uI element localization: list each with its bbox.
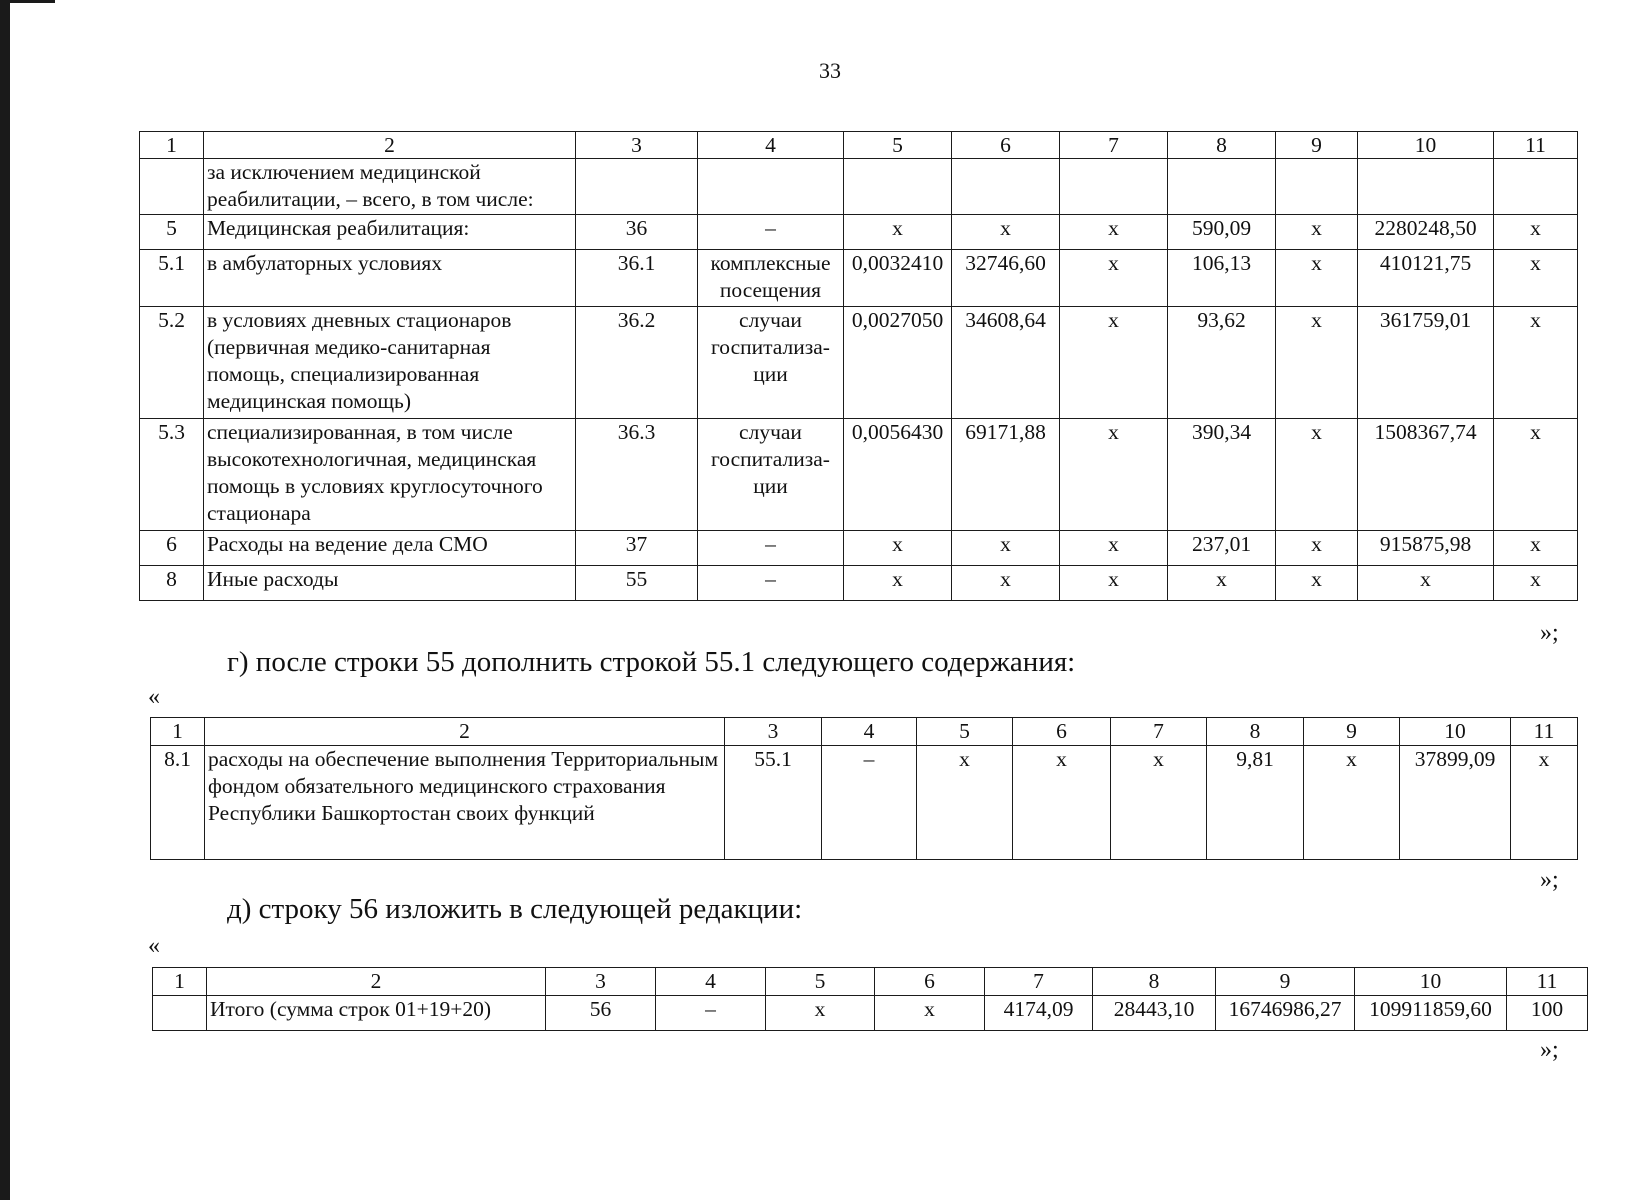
value-cell: х <box>1304 746 1400 860</box>
value-cell: х <box>917 746 1013 860</box>
value-cell <box>952 159 1060 215</box>
value-cell: х <box>1168 566 1276 601</box>
unit-cell: – <box>698 215 844 250</box>
value-cell: х <box>1060 215 1168 250</box>
value-cell: х <box>1494 531 1578 566</box>
column-number: 5 <box>917 718 1013 746</box>
column-number: 10 <box>1400 718 1511 746</box>
column-number: 2 <box>207 968 546 996</box>
insert-row-table <box>150 717 1578 860</box>
opening-quote: « <box>148 684 160 710</box>
row-name-cell: расходы на обеспечение выполнения Территориальным фондом обязательного медицинского страхования Республики Башкортостан своих функций <box>205 746 725 860</box>
unit-cell: – <box>698 531 844 566</box>
table-row <box>140 419 1578 531</box>
column-number: 11 <box>1494 132 1578 159</box>
table-row <box>140 250 1578 307</box>
value-cell: 37899,09 <box>1400 746 1511 860</box>
value-cell: х <box>1494 250 1578 307</box>
table-header-row <box>140 132 1578 159</box>
value-cell: х <box>952 531 1060 566</box>
column-number: 10 <box>1358 132 1494 159</box>
row-number-cell: 8.1 <box>151 746 205 860</box>
column-number: 9 <box>1216 968 1355 996</box>
value-cell: 0,0032410 <box>844 250 952 307</box>
instruction-g: г) после строки 55 дополнить строкой 55.1 следующего содержания: <box>227 646 1076 678</box>
total-row-table <box>152 967 1588 1031</box>
value-cell: 100 <box>1507 996 1588 1031</box>
column-number: 6 <box>875 968 985 996</box>
value-cell: х <box>844 566 952 601</box>
line-number-cell: 36.3 <box>576 419 698 531</box>
column-number: 1 <box>140 132 204 159</box>
value-cell: х <box>952 566 1060 601</box>
row-name-cell: Иные расходы <box>204 566 576 601</box>
column-number: 11 <box>1511 718 1578 746</box>
column-number: 3 <box>546 968 656 996</box>
value-cell: х <box>1060 250 1168 307</box>
value-cell: х <box>1358 566 1494 601</box>
column-number: 5 <box>844 132 952 159</box>
column-number: 7 <box>1111 718 1207 746</box>
closing-quote: »; <box>1540 1037 1559 1063</box>
table-row <box>151 746 1578 860</box>
column-number: 7 <box>985 968 1093 996</box>
row-name-cell: Расходы на ведение дела СМО <box>204 531 576 566</box>
main-table <box>139 131 1578 601</box>
column-number: 4 <box>656 968 766 996</box>
opening-quote: « <box>148 933 160 959</box>
value-cell: 34608,64 <box>952 307 1060 419</box>
row-number-cell: 8 <box>140 566 204 601</box>
line-number-cell: 36.2 <box>576 307 698 419</box>
line-number-cell: 37 <box>576 531 698 566</box>
value-cell: 28443,10 <box>1093 996 1216 1031</box>
value-cell: 2280248,50 <box>1358 215 1494 250</box>
scan-edge-shadow <box>0 0 10 1200</box>
value-cell: 9,81 <box>1207 746 1304 860</box>
value-cell: х <box>1494 419 1578 531</box>
table-row <box>140 566 1578 601</box>
row-number-cell: 6 <box>140 531 204 566</box>
column-number: 1 <box>151 718 205 746</box>
value-cell: х <box>1276 566 1358 601</box>
row-name-cell: специализированная, в том числе высокотехнологичная, медицинская помощь в условиях круглосуточного стационара <box>204 419 576 531</box>
value-cell: х <box>875 996 985 1031</box>
table-row <box>140 215 1578 250</box>
unit-cell: комплексные посещения <box>698 250 844 307</box>
value-cell: х <box>1276 419 1358 531</box>
value-cell: 109911859,60 <box>1355 996 1507 1031</box>
row-number-cell: 5.1 <box>140 250 204 307</box>
column-number: 4 <box>698 132 844 159</box>
value-cell: х <box>1494 307 1578 419</box>
unit-cell: случаи госпитализа- ции <box>698 307 844 419</box>
value-cell: х <box>1060 531 1168 566</box>
line-number-cell: 36 <box>576 215 698 250</box>
line-number-cell: 56 <box>546 996 656 1031</box>
column-number: 4 <box>822 718 917 746</box>
page-number: 33 <box>819 58 841 83</box>
column-number: 8 <box>1207 718 1304 746</box>
table-row <box>140 531 1578 566</box>
column-number: 10 <box>1355 968 1507 996</box>
value-cell: 390,34 <box>1168 419 1276 531</box>
column-number: 5 <box>766 968 875 996</box>
column-number: 3 <box>576 132 698 159</box>
value-cell: 69171,88 <box>952 419 1060 531</box>
value-cell: х <box>1276 307 1358 419</box>
value-cell <box>844 159 952 215</box>
line-number-cell <box>576 159 698 215</box>
row-name-cell: за исключением медицинской реабилитации, – всего, в том числе: <box>204 159 576 215</box>
value-cell: 106,13 <box>1168 250 1276 307</box>
value-cell <box>1358 159 1494 215</box>
row-number-cell: 5.2 <box>140 307 204 419</box>
closing-quote: »; <box>1540 620 1559 646</box>
value-cell <box>1060 159 1168 215</box>
column-number: 2 <box>204 132 576 159</box>
row-number-cell: 5 <box>140 215 204 250</box>
value-cell: 1508367,74 <box>1358 419 1494 531</box>
column-number: 2 <box>205 718 725 746</box>
value-cell: х <box>844 215 952 250</box>
value-cell: 4174,09 <box>985 996 1093 1031</box>
value-cell: х <box>766 996 875 1031</box>
value-cell <box>1494 159 1578 215</box>
value-cell: х <box>844 531 952 566</box>
value-cell: х <box>1511 746 1578 860</box>
table-row <box>140 307 1578 419</box>
instruction-d: д) строку 56 изложить в следующей редакции: <box>227 893 803 925</box>
column-number: 1 <box>153 968 207 996</box>
value-cell: х <box>1111 746 1207 860</box>
row-number-cell: 5.3 <box>140 419 204 531</box>
column-number: 6 <box>1013 718 1111 746</box>
value-cell: х <box>952 215 1060 250</box>
line-number-cell: 55.1 <box>725 746 822 860</box>
scan-edge-mark <box>0 0 55 3</box>
value-cell: х <box>1276 250 1358 307</box>
value-cell: х <box>1494 215 1578 250</box>
line-number-cell: 55 <box>576 566 698 601</box>
value-cell: 16746986,27 <box>1216 996 1355 1031</box>
value-cell: х <box>1060 419 1168 531</box>
value-cell: х <box>1013 746 1111 860</box>
value-cell: х <box>1060 307 1168 419</box>
value-cell <box>1168 159 1276 215</box>
value-cell: 0,0056430 <box>844 419 952 531</box>
row-name-cell: в условиях дневных стационаров (первичная медико-санитарная помощь, специализированная медицинская помощь) <box>204 307 576 419</box>
line-number-cell: 36.1 <box>576 250 698 307</box>
value-cell: 93,62 <box>1168 307 1276 419</box>
row-name-cell: в амбулаторных условиях <box>204 250 576 307</box>
column-number: 6 <box>952 132 1060 159</box>
unit-cell <box>698 159 844 215</box>
column-number: 9 <box>1276 132 1358 159</box>
column-number: 7 <box>1060 132 1168 159</box>
row-name-cell: Итого (сумма строк 01+19+20) <box>207 996 546 1031</box>
column-number: 3 <box>725 718 822 746</box>
table-header-row <box>153 968 1588 996</box>
column-number: 8 <box>1168 132 1276 159</box>
value-cell: х <box>1060 566 1168 601</box>
unit-cell: – <box>822 746 917 860</box>
value-cell: 32746,60 <box>952 250 1060 307</box>
value-cell: 361759,01 <box>1358 307 1494 419</box>
value-cell: х <box>1276 215 1358 250</box>
value-cell <box>1276 159 1358 215</box>
unit-cell: – <box>698 566 844 601</box>
value-cell: 0,0027050 <box>844 307 952 419</box>
column-number: 9 <box>1304 718 1400 746</box>
value-cell: х <box>1276 531 1358 566</box>
column-number: 11 <box>1507 968 1588 996</box>
value-cell: 915875,98 <box>1358 531 1494 566</box>
column-number: 8 <box>1093 968 1216 996</box>
unit-cell: случаи госпитализа- ции <box>698 419 844 531</box>
row-number-cell <box>140 159 204 215</box>
value-cell: 410121,75 <box>1358 250 1494 307</box>
value-cell: 237,01 <box>1168 531 1276 566</box>
row-name-cell: Медицинская реабилитация: <box>204 215 576 250</box>
table-row <box>153 996 1588 1031</box>
value-cell: 590,09 <box>1168 215 1276 250</box>
table-row <box>140 159 1578 215</box>
row-number-cell <box>153 996 207 1031</box>
closing-quote: »; <box>1540 867 1559 893</box>
unit-cell: – <box>656 996 766 1031</box>
value-cell: х <box>1494 566 1578 601</box>
table-header-row <box>151 718 1578 746</box>
